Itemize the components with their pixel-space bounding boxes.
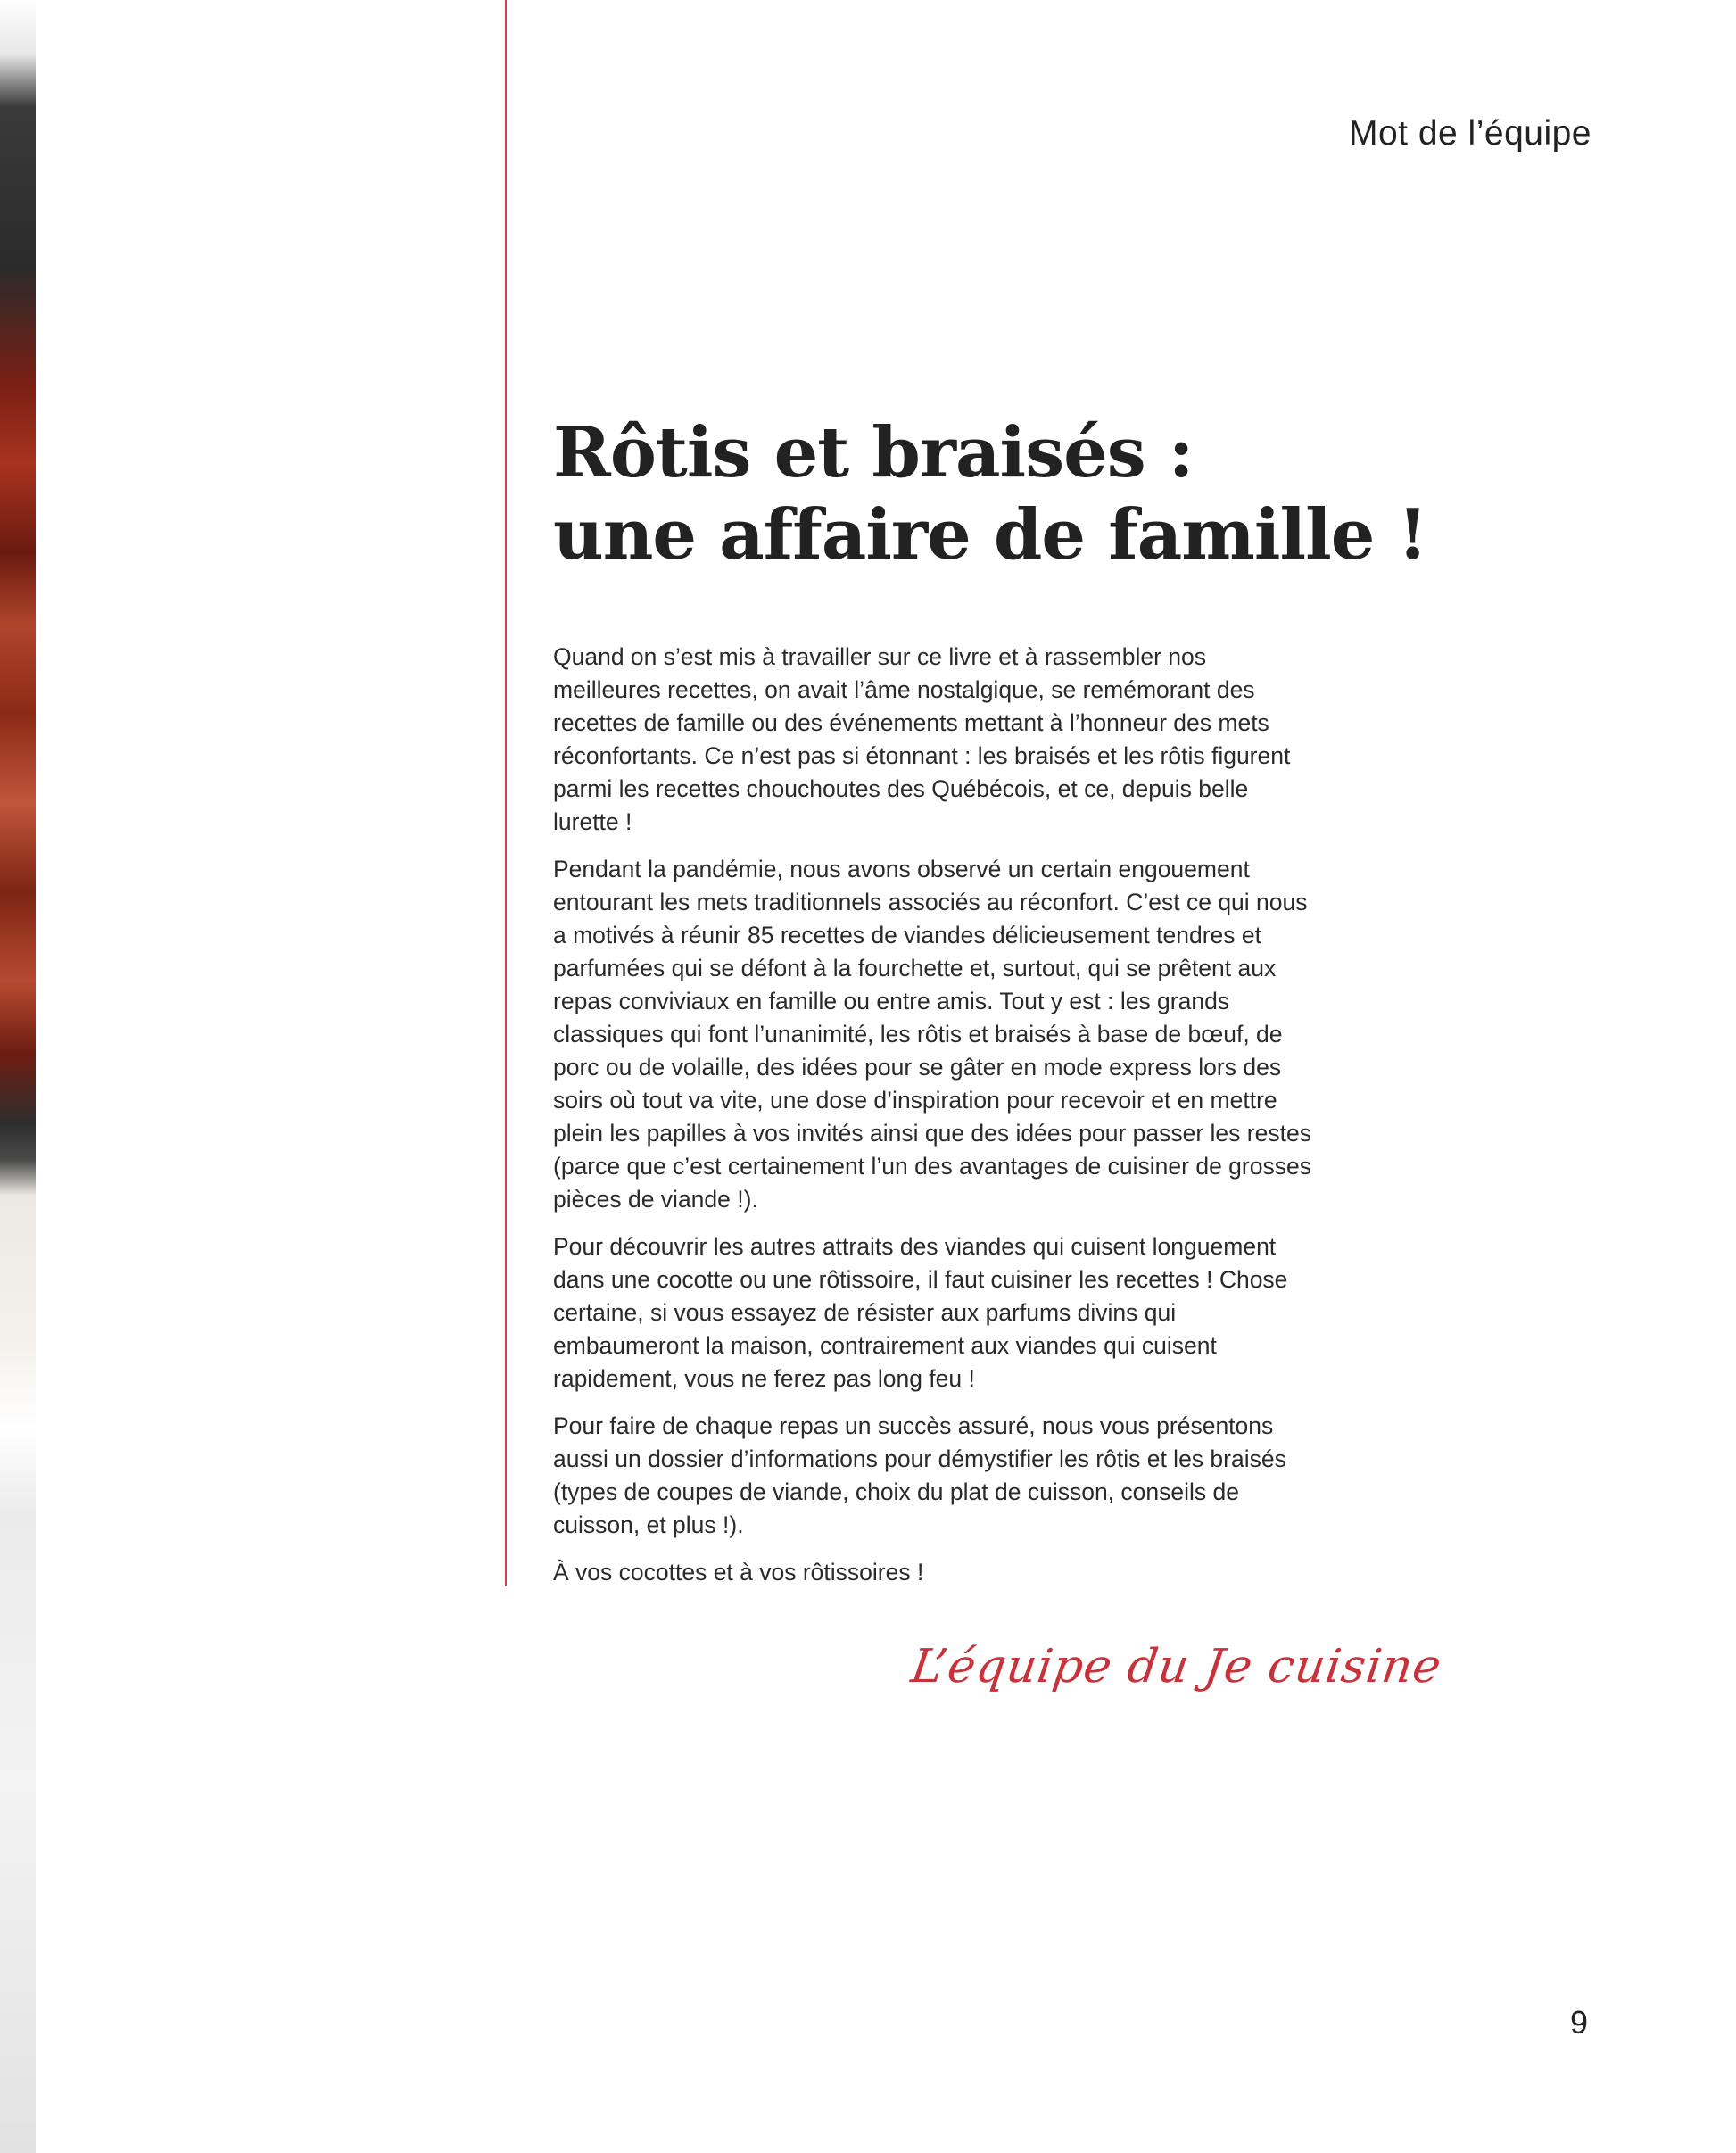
page-title-line-1: Rôtis et braisés : <box>553 412 1194 493</box>
paragraph-2: Pendant la pandémie, nous avons observé un certain engouement entourant les mets traditionnels associés au réconfort. C’est ce qui nous a motivés à réunir 85 recettes de viandes délicieusement tendres et parfumées qui se défont à la fourchette et, surtout, qui se prêtent aux repas conviviaux en famille ou entre amis. Tout y est : les grands classiques qui font l’unanimité, les rôtis et braisés à base de bœuf, de porc ou de volaille, des idées pour se gâter en mode express lors des soirs où tout va vite, une dose d’inspiration pour recevoir et en mettre plein les papilles à vos invités ainsi que des idées pour passer les restes (parce que c’est certainement l’un des avantages de cuisiner de grosses pièces de viande !). <box>553 856 1311 1213</box>
vertical-red-rule <box>505 0 507 1586</box>
roast-photo-strip <box>0 0 36 2153</box>
section-label: Mot de l’équipe <box>1348 114 1591 153</box>
page-number: 9 <box>1569 2004 1588 2041</box>
team-signature: L’équipe du Je cuisine <box>907 1640 1445 1693</box>
page-title-line-2: une affaire de famille ! <box>553 494 1427 576</box>
body-text <box>553 641 1311 1603</box>
paragraph-1: Quand on s’est mis à travailler sur ce livre et à rassembler nos meilleures recettes, on avait l’âme nostalgique, se remémorant des recettes de famille ou des événements mettant à l’honneur des mets réconfortants. Ce n’est pas si étonnant : les braisés et les rôtis figurent parmi les recettes chouchoutes des Québécois, et ce, depuis belle lurette ! <box>553 643 1291 835</box>
paragraph-5: À vos cocottes et à vos rôtissoires ! <box>553 1559 924 1586</box>
page-title <box>553 412 1445 576</box>
paragraph-4: Pour faire de chaque repas un succès assuré, nous vous présentons aussi un dossier d’informations pour démystifier les rôtis et les braisés (types de coupes de viande, choix du plat de cuisson, conseils de cuisson, et plus !). <box>553 1412 1286 1538</box>
paragraph-3: Pour découvrir les autres attraits des viandes qui cuisent longuement dans une cocotte ou une rôtissoire, il faut cuisiner les recettes ! Chose certaine, si vous essayez de résister aux parfums divins qui embaumeront la maison, contrairement aux viandes qui cuisent rapidement, vous ne ferez pas long feu ! <box>553 1233 1288 1392</box>
